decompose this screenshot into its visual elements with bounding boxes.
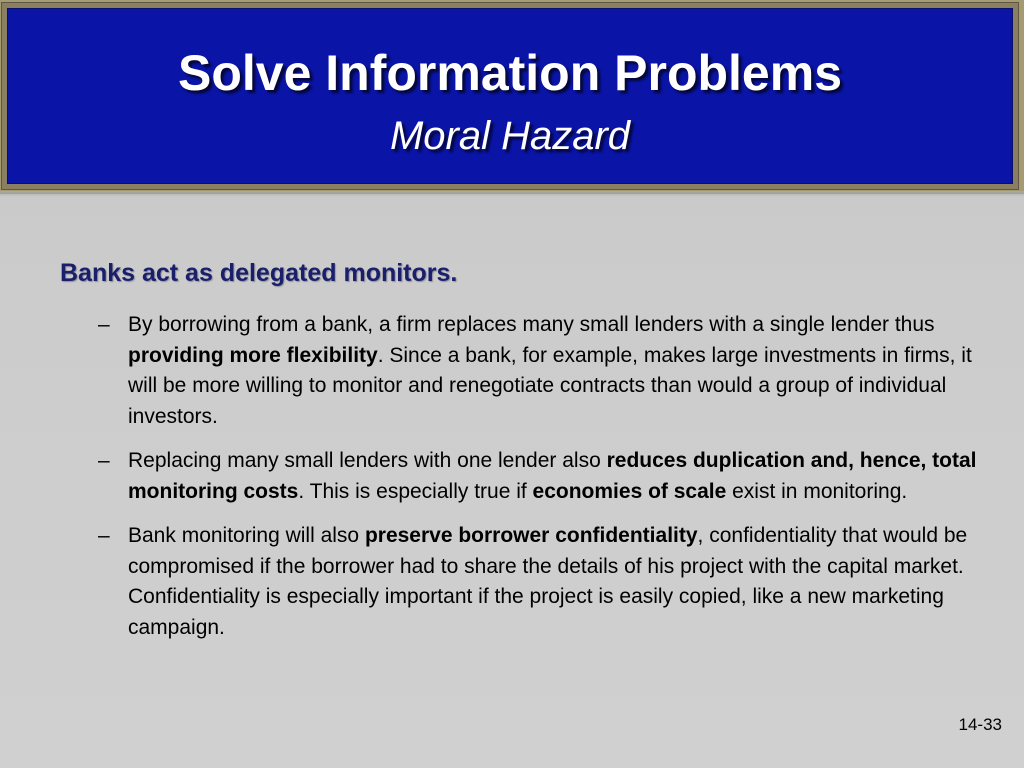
bullet-emphasis: preserve borrower confidentiality — [364, 524, 698, 547]
slide-subtitle: Moral Hazard — [389, 114, 631, 158]
bullet-item — [98, 310, 978, 432]
bullet-list — [98, 310, 978, 657]
slide-title: Solve Information Problems — [177, 45, 842, 101]
title-panel — [7, 8, 1013, 184]
title-banner — [0, 0, 1024, 194]
bullet-item — [98, 446, 978, 507]
title-frame — [1, 2, 1019, 190]
bullet-text: exist in monitoring. — [726, 479, 908, 503]
section-heading: Banks act as delegated monitors. — [60, 259, 458, 287]
bullet-emphasis: reduces duplication and, hence, total monitoring costs — [128, 449, 977, 503]
page-number: 14-33 — [958, 715, 1002, 734]
bullet-text: , confidentiality that would be compromised if the borrower had to share the details of his project with the capital market. Confidentiality is especially important if the project is easily copied, like a new marketing campaign. — [128, 524, 968, 639]
bullet-dash: – — [98, 449, 110, 472]
bullet-text: Bank monitoring will also — [128, 524, 365, 547]
bullet-text: Replacing many small lenders with one lender also — [128, 449, 607, 472]
bullet-emphasis: providing more flexibility — [128, 343, 378, 367]
bullet-dash: – — [98, 524, 110, 547]
bullet-text: By borrowing from a bank, a firm replaces many small lenders with a single lender thus — [128, 313, 935, 336]
bullet-text: . Since a bank, for example, makes large investments in firms, it will be more willing to monitor and renegotiate contracts than would a group of individual investors. — [128, 343, 972, 428]
bullet-emphasis: economies of scale — [532, 479, 727, 503]
bullet-dash: – — [98, 313, 110, 336]
bullet-item — [98, 521, 978, 643]
bullet-text: . This is especially true if — [298, 479, 533, 503]
banner-shadow — [0, 191, 1024, 197]
